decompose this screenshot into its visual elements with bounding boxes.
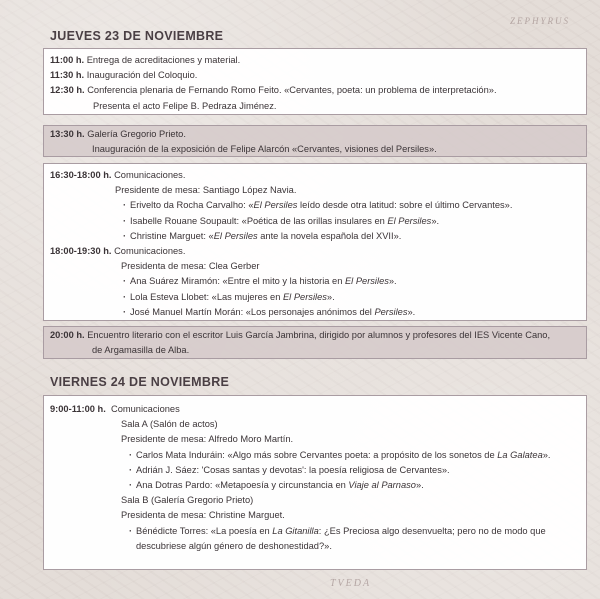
chair-line: Presidente de mesa: Alfredo Moro Martín. bbox=[121, 434, 294, 445]
session-label: Comunicaciones. bbox=[114, 170, 186, 180]
map-label-bottom: TVEDA bbox=[330, 578, 372, 589]
chair-line: Presidente de mesa: Santiago López Navia. bbox=[115, 185, 297, 196]
schedule-line bbox=[50, 127, 580, 142]
schedule-line bbox=[50, 99, 580, 114]
friday-heading: VIERNES 24 DE NOVIEMBRE bbox=[50, 375, 230, 389]
thursday-evening-box bbox=[43, 326, 587, 359]
time: 11:00 h. bbox=[50, 55, 85, 65]
session-label: Comunicaciones. bbox=[114, 246, 186, 257]
friday-box bbox=[43, 395, 587, 570]
event: Encuentro literario con el escritor Luis García Jambrina, dirigido por alumnos y profesores del IES Vicente Cano, bbox=[87, 330, 551, 340]
thursday-afternoon-box bbox=[43, 163, 587, 321]
event: Entrega de acreditaciones y material. bbox=[86, 55, 241, 65]
chair-line: Presidenta de mesa: Christine Marguet. bbox=[121, 510, 285, 521]
schedule-line bbox=[50, 328, 580, 343]
room-line: Sala A (Salón de actos) bbox=[121, 419, 218, 430]
schedule-line bbox=[50, 53, 580, 68]
schedule-line bbox=[50, 83, 580, 98]
event: Conferencia plenaria de Fernando Romo Feito. «Cervantes, poeta: un problema de interpretación». bbox=[87, 85, 497, 96]
session-line bbox=[50, 244, 580, 259]
talk-line: · Ana Dotras Pardo: «Metapoesía y circunstancia en Viaje al Parnaso». bbox=[50, 478, 580, 493]
talk-line: · Erivelto da Rocha Carvalho: «El Persiles leído desde otra latitud: sobre el último Cervantes». bbox=[50, 198, 580, 213]
time: 11:30 h. bbox=[50, 70, 85, 81]
event: Inauguración de la exposición de Felipe Alarcón «Cervantes, visiones del Persiles». bbox=[92, 144, 437, 155]
schedule-line bbox=[50, 142, 580, 157]
thursday-exhibition-box bbox=[43, 125, 587, 157]
time: 16:30-18:00 h. bbox=[50, 170, 112, 180]
event: Galería Gregorio Prieto. bbox=[87, 129, 186, 139]
time: 9:00-11:00 h. bbox=[50, 404, 106, 414]
time: 18:00-19:30 h. bbox=[50, 246, 112, 257]
time: 20:00 h. bbox=[50, 330, 85, 340]
map-label-top: ZEPHYRUS bbox=[510, 16, 571, 26]
schedule-line bbox=[50, 68, 580, 83]
event: Inauguración del Coloquio. bbox=[86, 70, 198, 81]
time: 13:30 h. bbox=[50, 129, 85, 139]
thursday-heading: JUEVES 23 DE NOVIEMBRE bbox=[50, 29, 224, 43]
thursday-morning-box bbox=[43, 48, 587, 115]
event: de Argamasilla de Alba. bbox=[92, 345, 190, 356]
room-line: Sala B (Galería Gregorio Prieto) bbox=[121, 495, 254, 506]
talk-line: · Carlos Mata Induráin: «Algo más sobre Cervantes poeta: a propósito de los sonetos de La Galatea». bbox=[50, 448, 580, 463]
schedule-line bbox=[50, 343, 580, 358]
talk-line: · Bénédicte Torres: «La poesía en La Gitanilla: ¿Es Preciosa algo desenvuelta; pero no de modo que bbox=[50, 524, 580, 539]
talk-line: · Lola Esteva Llobet: «Las mujeres en El Persiles». bbox=[50, 290, 580, 305]
chair-line: Presidenta de mesa: Clea Gerber bbox=[121, 261, 260, 272]
talk-line: · Isabelle Rouane Soupault: «Poética de las orillas insulares en El Persiles». bbox=[50, 214, 580, 229]
talk-line: · José Manuel Martín Morán: «Los personajes anónimos del Persiles». bbox=[50, 305, 580, 320]
session-line bbox=[50, 168, 580, 183]
session-line bbox=[50, 402, 580, 417]
time: 12:30 h. bbox=[50, 85, 85, 96]
session-label: Comunicaciones bbox=[111, 404, 180, 414]
talk-line-continuation: descubriese algún género de deshonestidad?». bbox=[136, 540, 332, 551]
talk-line: · Adrián J. Sáez: 'Cosas santas y devotas': la poesía religiosa de Cervantes». bbox=[50, 463, 580, 478]
talk-line: · Christine Marguet: «El Persiles ante la novela española del XVII». bbox=[50, 229, 580, 244]
event: Presenta el acto Felipe B. Pedraza Jiménez. bbox=[93, 100, 277, 111]
talk-line: · Ana Suárez Miramón: «Entre el mito y la historia en El Persiles». bbox=[50, 274, 580, 289]
